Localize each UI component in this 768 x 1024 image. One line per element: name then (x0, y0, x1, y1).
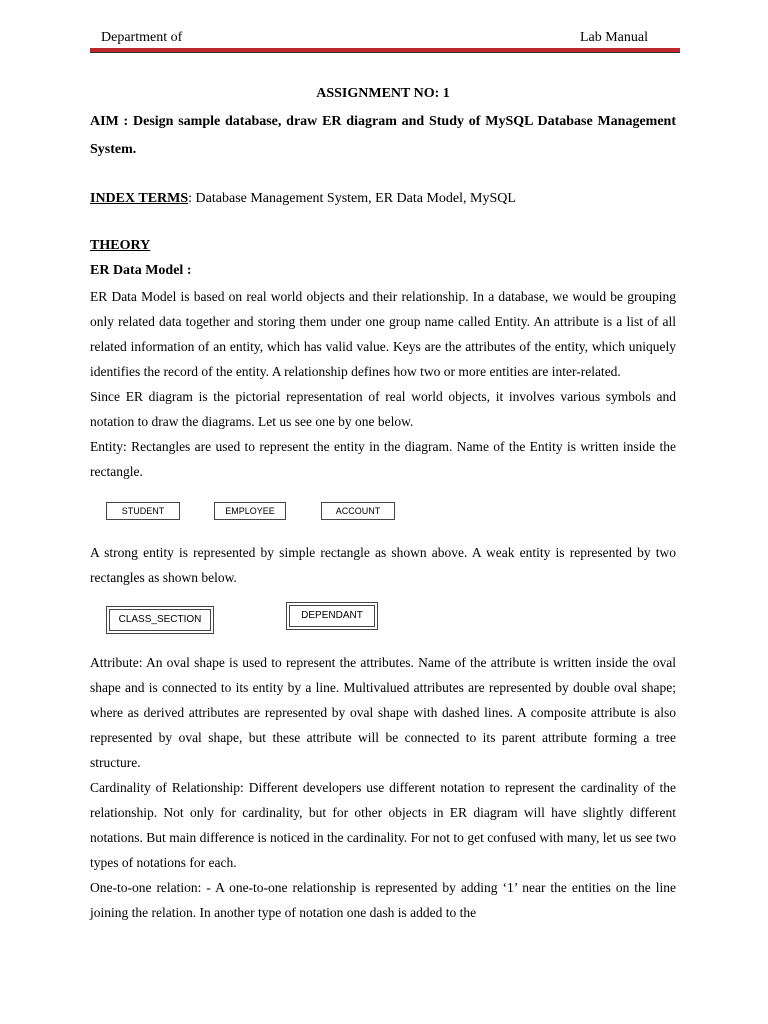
entity-box-employee: EMPLOYEE (214, 502, 286, 520)
header-rule (90, 48, 680, 53)
paragraph-entity: Entity: Rectangles are used to represent the entity in the diagram. Name of the Entity is written inside the rectangle. (90, 439, 676, 479)
weak-entity-dependant (286, 602, 378, 630)
index-terms (90, 188, 676, 210)
header-lab-manual: Lab Manual (579, 30, 648, 45)
paragraph-one-to-one: One-to-one relation: - A one-to-one relationship is represented by adding ‘1’ near the entities on the line joining the relation. In another type of notation one dash is added to the (90, 880, 676, 920)
er-data-model-heading: ER Data Model : (90, 263, 192, 278)
index-terms-text: : Database Management System, ER Data Model, MySQL (188, 191, 516, 206)
paragraph-er-intro: ER Data Model is based on real world objects and their relationship. In a database, we would be grouping only related data together and storing them under one group name called Entity. An attribute is a list of all related information of an entity, which has valid value. Keys are the attributes of the entity, which uniquely identifies the record of the entity. A relationship defines how two or more entities are inter-related. (90, 289, 676, 379)
weak-entity-examples (90, 590, 676, 650)
index-terms-label: INDEX TERMS (90, 191, 189, 206)
theory-heading: THEORY (90, 238, 151, 253)
header-department: Department of (101, 30, 183, 45)
page-header (90, 30, 680, 50)
entity-box-student: STUDENT (106, 502, 180, 520)
weak-entity-label: DEPENDANT (289, 605, 375, 627)
paragraph-attribute: Attribute: An oval shape is used to represent the attributes. Name of the attribute is written inside the oval shape and is connected to its entity by a line. Multivalued attributes are represented by double oval shape; where as derived attributes are represented by oval shape with dashed lines. A composite attribute is also represented by oval shape, but these attribute will be connected to its parent attribute forming a tree structure. (90, 655, 676, 770)
paragraph-er-diagram: Since ER diagram is the pictorial representation of real world objects, it involves various symbols and notation to draw the diagrams. Let us see one by one below. (90, 389, 676, 429)
document-body (90, 80, 676, 925)
weak-entity-class-section (106, 606, 214, 634)
aim-statement: AIM : Design sample database, draw ER diagram and Study of MySQL Database Management System. (90, 114, 676, 157)
assignment-title: ASSIGNMENT NO: 1 (316, 86, 450, 101)
entity-box-account: ACCOUNT (321, 502, 395, 520)
weak-entity-label: CLASS_SECTION (109, 609, 211, 631)
strong-entity-examples (90, 484, 676, 540)
paragraph-cardinality: Cardinality of Relationship: Different developers use different notation to represent the cardinality of the relationship. Not only for cardinality, but for other objects in ER diagram will have slightly different notations. But main difference is noticed in the cardinality. For not to get confused with many, let us see two types of notations for each. (90, 780, 676, 870)
paragraph-strong-weak: A strong entity is represented by simple rectangle as shown above. A weak entity is represented by two rectangles as shown below. (90, 545, 676, 585)
